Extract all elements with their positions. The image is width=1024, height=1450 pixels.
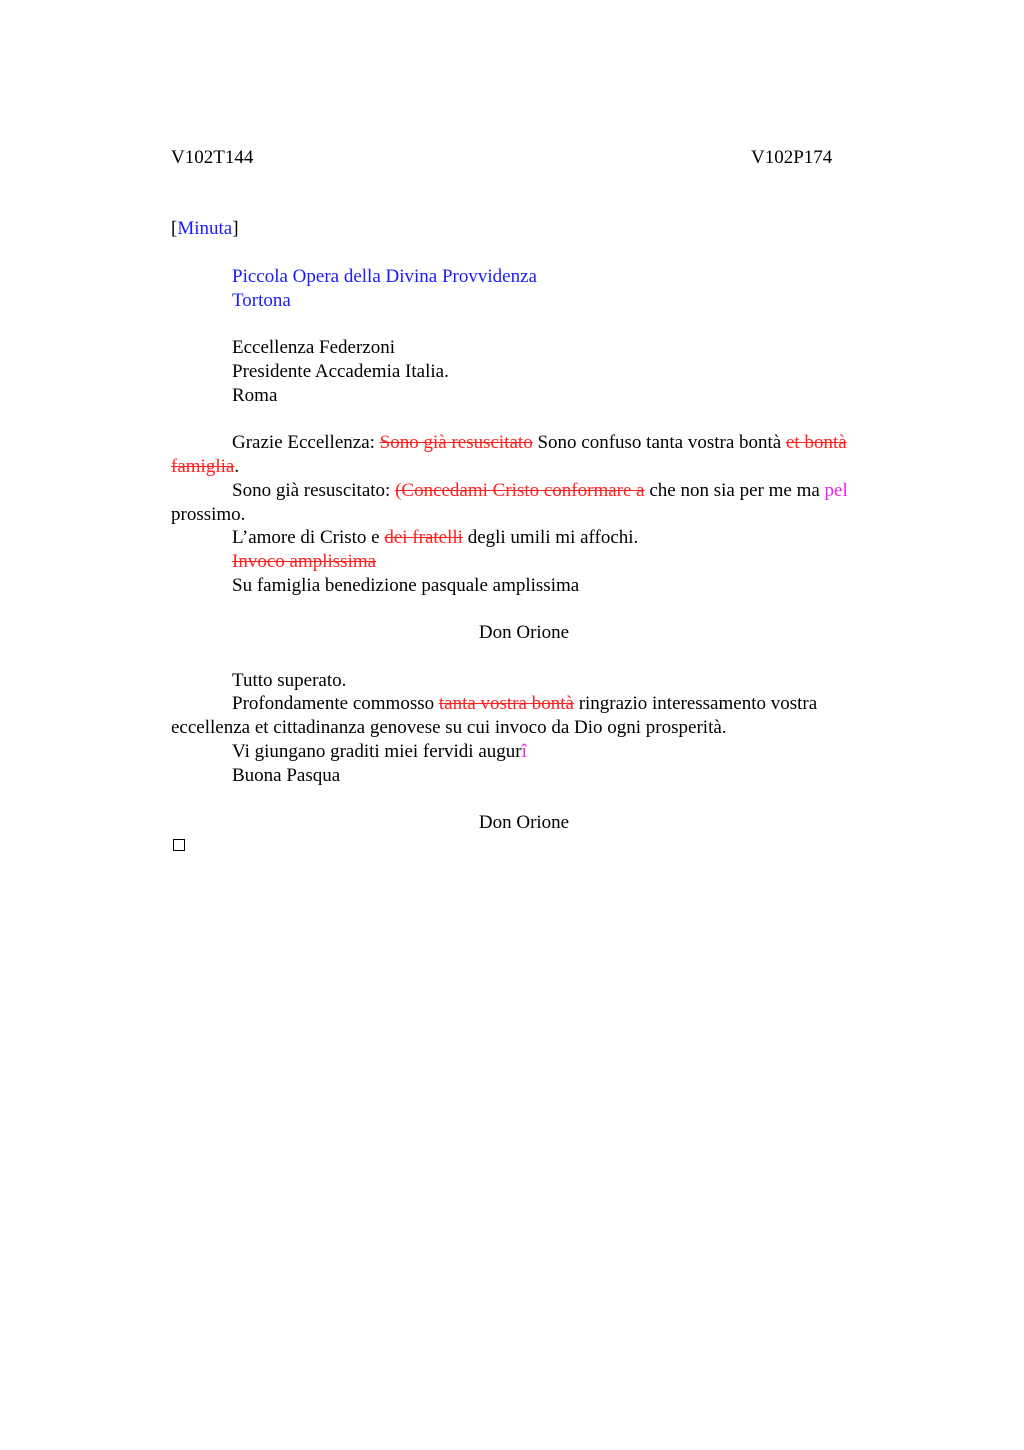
open-bracket: [ [171, 218, 178, 239]
text-run: Sono confuso tanta vostra bontà [532, 432, 786, 453]
text-run: Sono già resuscitato: [232, 480, 396, 501]
telegram2-paragraph-1: Tutto superato. [232, 670, 347, 691]
telegram2-paragraph-4: Buona Pasqua [232, 765, 341, 786]
inserted-text: î [521, 741, 527, 762]
text-run: che non sia per me ma [644, 480, 825, 501]
text-run: Vi giungano graditi miei fervidi augur [232, 741, 522, 762]
deleted-text: dei fratelli [384, 527, 463, 548]
addressee-line-3: Roma [232, 385, 278, 406]
deleted-text: (Concedami Cristo conformare a [395, 480, 645, 501]
text-run: Profondamente commosso [232, 693, 439, 714]
sender-line-1: Piccola Opera della Divina Provvidenza [232, 266, 537, 287]
text-run: Grazie Eccellenza: [232, 432, 380, 453]
addressee-line-1: Eccellenza Federzoni [232, 337, 395, 358]
deleted-text: Sono già resuscitato [379, 432, 533, 453]
deleted-text: famiglia [171, 456, 235, 477]
sender-line-2: Tortona [232, 290, 291, 311]
telegram1-paragraph-4-deleted: Invoco amplissima [232, 551, 377, 572]
text-run: degli umili mi affochi. [462, 527, 639, 548]
telegram2-paragraph-3 [232, 740, 527, 764]
addressee-line-2: Presidente Accademia Italia. [232, 361, 449, 382]
text-run: ringrazio interessamento vostra [573, 693, 818, 714]
telegram1-signature: Don Orione [478, 622, 570, 643]
document-code-left: V102T144 [171, 147, 254, 168]
telegram2-signature: Don Orione [478, 812, 570, 833]
minuta-text: Minuta [177, 218, 233, 239]
telegram2-paragraph-2-cont: eccellenza et cittadinanza genovese su cui invoco da Dio ogni prosperità. [171, 717, 727, 738]
telegram1-paragraph-3 [232, 526, 638, 550]
deleted-text: et bontà [786, 432, 847, 453]
telegram1-paragraph-1 [232, 431, 847, 455]
telegram1-paragraph-5: Su famiglia benedizione pasquale amplissima [232, 575, 580, 596]
end-marker-box [173, 839, 185, 851]
telegram1-paragraph-2-cont: prossimo. [171, 504, 246, 525]
close-bracket: ] [232, 218, 239, 239]
text-run: L’amore di Cristo e [232, 527, 385, 548]
telegram1-paragraph-2 [232, 479, 848, 503]
telegram2-paragraph-2 [232, 692, 817, 716]
inserted-text: pel [824, 480, 848, 501]
document-code-right: V102P174 [751, 147, 833, 168]
telegram1-paragraph-1-cont [171, 455, 239, 479]
text-run: . [234, 456, 240, 477]
minuta-label [171, 217, 239, 241]
deleted-text: tanta vostra bontà [438, 693, 574, 714]
